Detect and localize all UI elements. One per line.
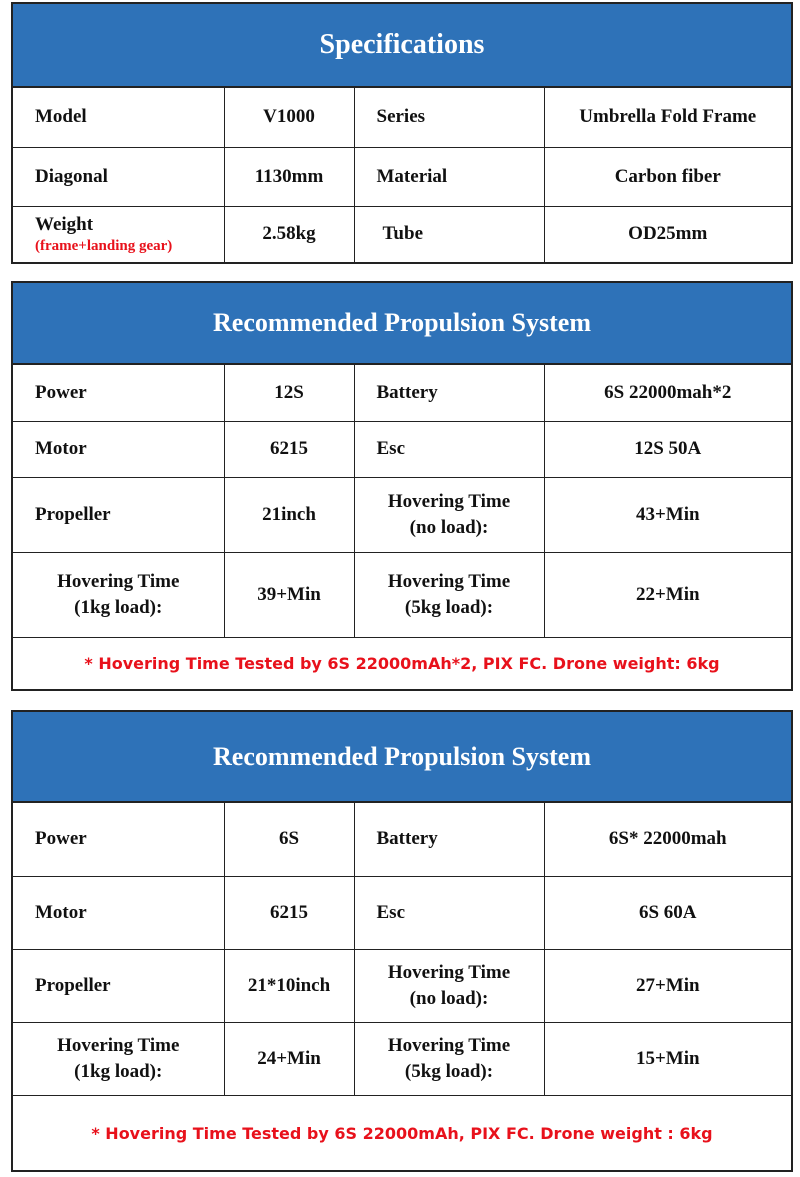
value-series: Umbrella Fold Frame [544, 88, 791, 147]
label-hover-5kg-sub: (5kg load): [404, 1060, 494, 1082]
label-hover-5kg-cell [354, 1022, 544, 1095]
label-esc: Esc [354, 876, 544, 949]
table-row [13, 803, 791, 876]
label-hover-5kg: Hovering Time [387, 571, 511, 593]
label-battery: Battery [354, 365, 544, 421]
propulsion-table-12s [11, 281, 793, 691]
propulsion-grid-6s [13, 803, 791, 1095]
label-hover-noload: Hovering Time [387, 490, 511, 512]
label-hover-1kg-sub: (1kg load): [74, 596, 163, 618]
test-note-12s: * Hovering Time Tested by 6S 22000mAh*2, PIX FC. Drone weight: 6kg [13, 637, 791, 689]
label-motor: Motor [13, 421, 224, 477]
label-hover-1kg: Hovering Time [57, 1035, 180, 1057]
specifications-table [11, 2, 793, 264]
value-battery: 6S* 22000mah [544, 803, 791, 876]
value-hover-noload: 43+Min [544, 477, 791, 552]
table-row [13, 206, 791, 262]
label-weight-cell [13, 206, 224, 262]
specifications-title: Specifications [13, 4, 791, 88]
value-weight: 2.58kg [224, 206, 354, 262]
table-row [13, 365, 791, 421]
label-diagonal: Diagonal [13, 147, 224, 206]
label-hover-5kg: Hovering Time [387, 1035, 511, 1057]
propulsion-grid-12s [13, 365, 791, 637]
value-model: V1000 [224, 88, 354, 147]
specifications-grid [13, 88, 791, 262]
value-esc: 6S 60A [544, 876, 791, 949]
value-propeller: 21inch [224, 477, 354, 552]
value-power: 6S [224, 803, 354, 876]
table-row [13, 421, 791, 477]
value-hover-5kg: 22+Min [544, 552, 791, 637]
value-hover-5kg: 15+Min [544, 1022, 791, 1095]
value-material: Carbon fiber [544, 147, 791, 206]
label-model: Model [13, 88, 224, 147]
propulsion-title-12s: Recommended Propulsion System [13, 283, 791, 365]
label-hover-noload: Hovering Time [387, 961, 511, 983]
label-power: Power [13, 803, 224, 876]
value-tube: OD25mm [544, 206, 791, 262]
label-tube: Tube [354, 206, 544, 262]
label-motor: Motor [13, 876, 224, 949]
label-propeller: Propeller [13, 477, 224, 552]
label-hover-5kg-sub: (5kg load): [404, 596, 494, 618]
value-hover-noload: 27+Min [544, 949, 791, 1022]
label-hover-noload-cell [354, 477, 544, 552]
table-row [13, 477, 791, 552]
table-row [13, 949, 791, 1022]
label-hover-1kg: Hovering Time [57, 571, 180, 593]
label-weight: Weight [35, 213, 94, 235]
table-row [13, 88, 791, 147]
value-power: 12S [224, 365, 354, 421]
value-hover-1kg: 39+Min [224, 552, 354, 637]
value-motor: 6215 [224, 876, 354, 949]
table-row [13, 876, 791, 949]
label-hover-5kg-cell [354, 552, 544, 637]
table-row [13, 1022, 791, 1095]
propulsion-title-6s: Recommended Propulsion System [13, 712, 791, 803]
table-row [13, 552, 791, 637]
label-weight-note: (frame+landing gear) [35, 237, 173, 254]
table-row [13, 147, 791, 206]
label-hover-1kg-sub: (1kg load): [74, 1060, 163, 1082]
propulsion-table-6s [11, 710, 793, 1172]
value-battery: 6S 22000mah*2 [544, 365, 791, 421]
value-propeller: 21*10inch [224, 949, 354, 1022]
label-esc: Esc [354, 421, 544, 477]
value-esc: 12S 50A [544, 421, 791, 477]
label-propeller: Propeller [13, 949, 224, 1022]
label-hover-noload-sub: (no load): [409, 987, 489, 1009]
label-hover-noload-sub: (no load): [409, 516, 489, 538]
test-note-6s: * Hovering Time Tested by 6S 22000mAh, PIX FC. Drone weight : 6kg [13, 1095, 791, 1170]
label-battery: Battery [354, 803, 544, 876]
label-hover-noload-cell [354, 949, 544, 1022]
label-series: Series [354, 88, 544, 147]
value-hover-1kg: 24+Min [224, 1022, 354, 1095]
label-hover-1kg-cell [13, 1022, 224, 1095]
value-diagonal: 1130mm [224, 147, 354, 206]
value-motor: 6215 [224, 421, 354, 477]
label-material: Material [354, 147, 544, 206]
label-hover-1kg-cell [13, 552, 224, 637]
label-power: Power [13, 365, 224, 421]
